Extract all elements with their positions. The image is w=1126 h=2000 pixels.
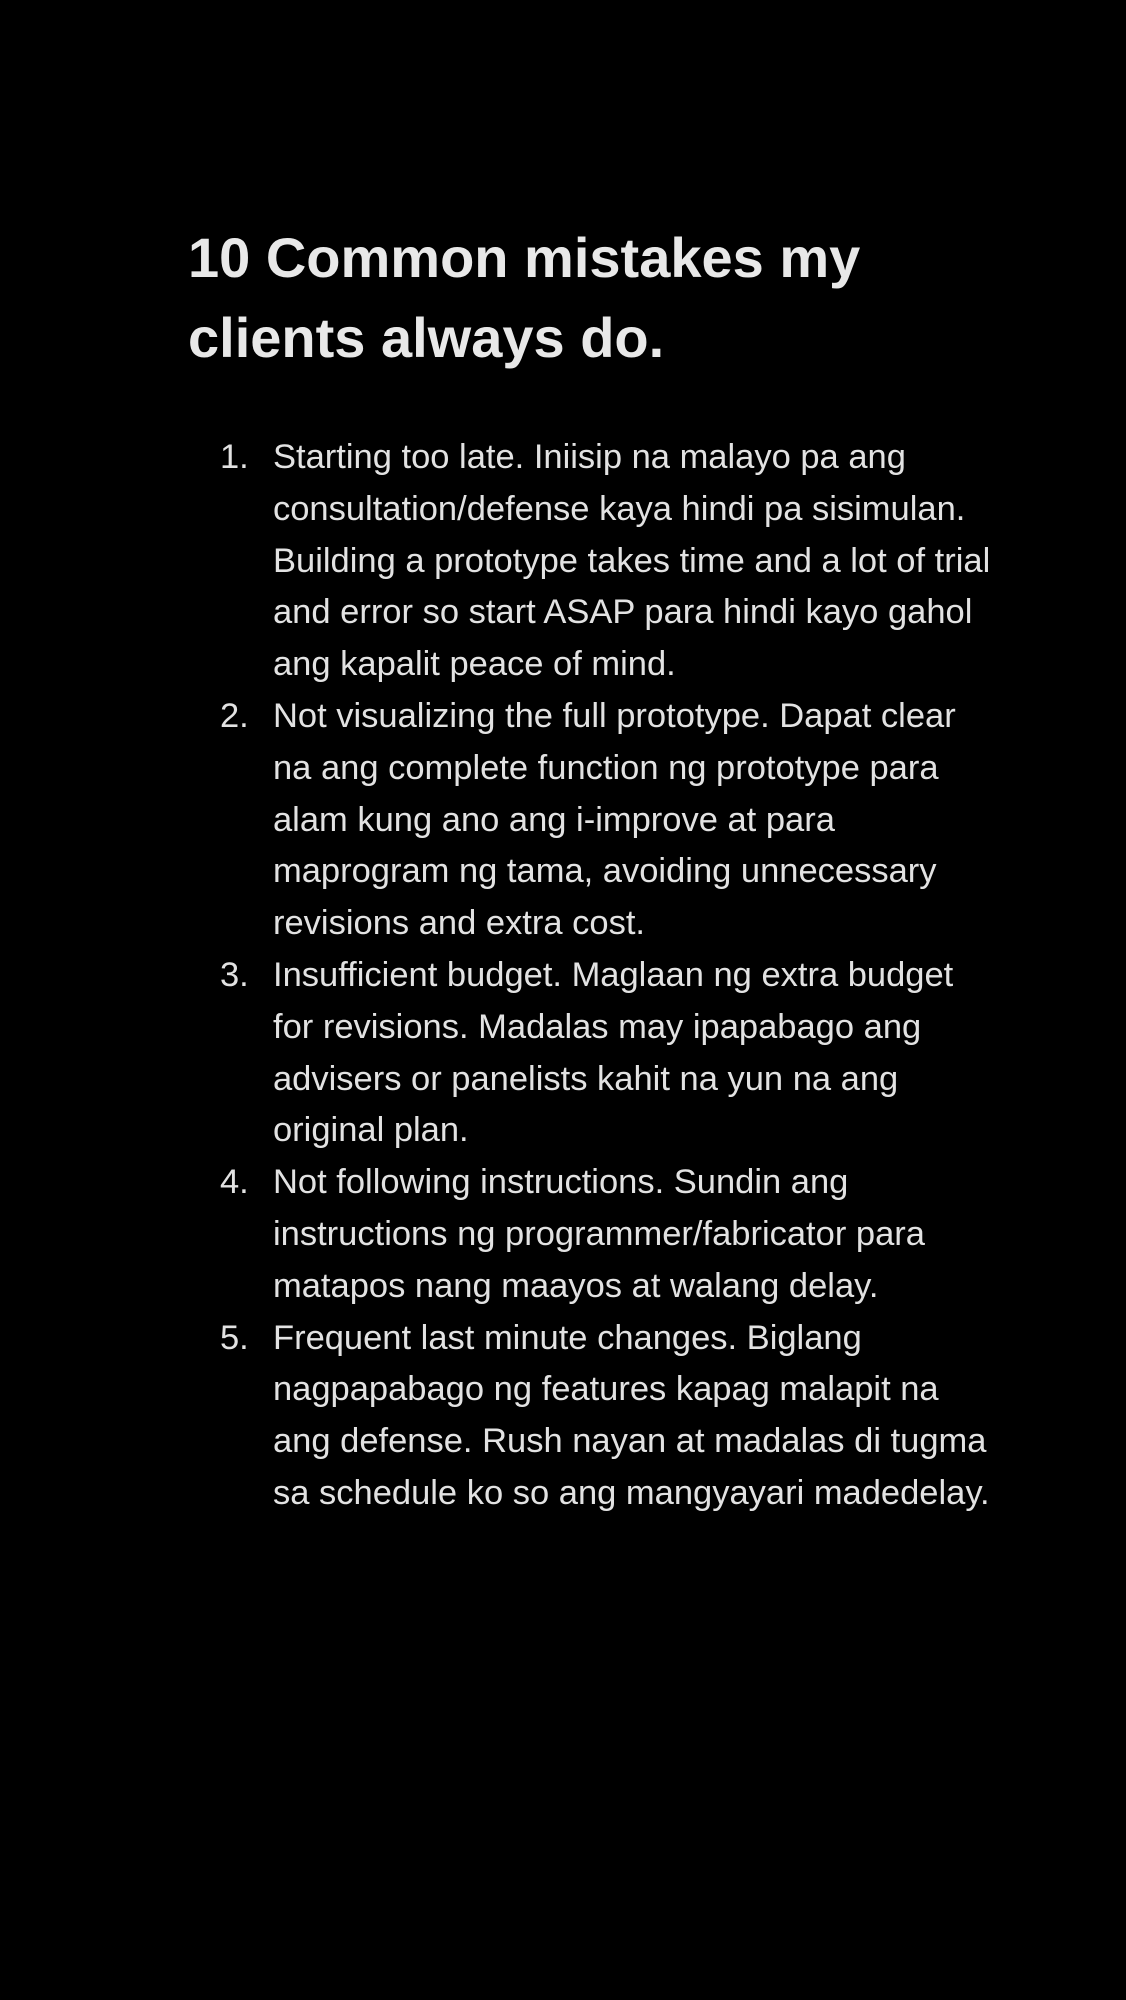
note-body (188, 218, 991, 1512)
list-item-text: Starting too late. Iniisip na malayo pa ang consultation/defense kaya hindi pa sisimulan. Building a prototype takes time and a lot of trial and error so start ASAP para hindi kayo gahol ang kapalit peace of mind. (273, 438, 991, 684)
list-item-number: 4. (220, 1163, 249, 1202)
list-item-text: Insufficient budget. Maglaan ng extra budget for revisions. Madalas may ipapabago ang advisers or panelists kahit na yun na ang original plan. (273, 955, 954, 1150)
list-item-text: Not following instructions. Sundin ang instructions ng programmer/fabricator para matapos nang maayos at walang delay. (273, 1163, 925, 1305)
mistakes-list (188, 432, 991, 1520)
list-item-number: 1. (220, 438, 249, 476)
list-item-text: Frequent last minute changes. Biglang nagpapabago ng features kapag malapit na ang defense. Rush nayan at madalas di tugma sa schedule ko so ang mangyayari madedelay. (273, 1318, 990, 1512)
list-item (188, 1157, 995, 1312)
list-item-number: 5. (220, 1318, 249, 1357)
list-item (188, 691, 995, 950)
list-item-text: Not visualizing the full prototype. Dapat clear na ang complete function ng prototype para alam kung ano ang i-improve at para maprogram ng tama, avoiding unnecessary revisions and extra cost. (273, 696, 956, 943)
list-item (188, 950, 995, 1157)
list-item (188, 1313, 995, 1520)
list-item-number: 2. (220, 696, 249, 735)
note-title: 10 Common mistakes my clients always do. (188, 226, 861, 369)
list-item-number: 3. (220, 955, 249, 994)
list-item (188, 432, 995, 691)
